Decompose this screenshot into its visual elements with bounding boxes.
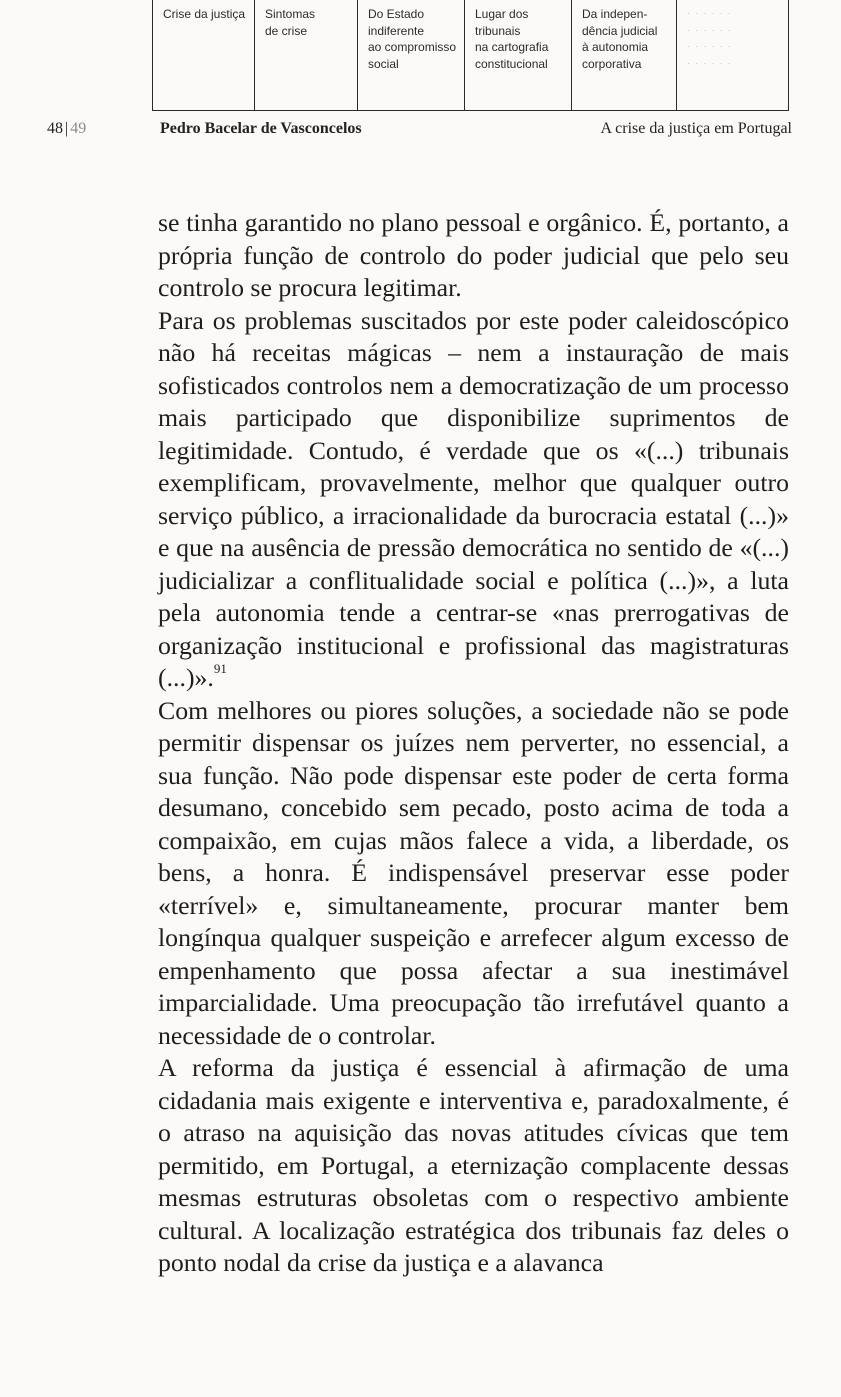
paragraph-3: Com melhores ou piores soluções, a sociedade não se pode permitir dispensar os juízes nem perverter, no essencial, a sua função. Não pode dispensar este poder de certa forma desumano, concebido sem pecado, posto acima de toda a compaixão, em cujas mãos falece a vida, a liberdade, os bens, a honra. É indispensável preservar esse poder «terrível» e, simultaneamente, procurar manter bem longínqua qualquer suspeição e arrefecer algum excesso de empenhamento que possa afectar a sua inestimável imparcialidade. Uma preocupação tão irrefutável quanto a necessidade de o controlar. [158, 695, 789, 1050]
nav-cell-do-estado-indiferente: Do Estado indiferente ao compromisso social [358, 0, 465, 110]
nav-cell-faded: · · · · · · · · · · · · · · · · · · · · · · · · [687, 8, 732, 69]
author-name: Pedro Bacelar de Vasconcelos [160, 120, 362, 137]
running-head [0, 120, 841, 144]
paragraph-2 [158, 305, 789, 695]
footnote-marker[interactable]: 91 [213, 661, 227, 676]
book-title: A crise da justiça em Portugal [600, 120, 792, 137]
page-numbers [47, 120, 86, 138]
paragraph-4: A reforma da justiça é essencial à afirmação de uma cidadania mais exigente e interventiva e, paradoxalmente, é o atraso na aquisição das novas atitudes cívicas que tem permitido, em Portugal, a eternização complacente dessas mesmas estruturas obsoletas com o respectivo ambiente cultural. A localização estratégica dos tribunais faz deles o ponto nodal da crise da justiça e a alavanca [158, 1053, 789, 1277]
paragraph-1: se tinha garantido no plano pessoal e orgânico. É, portanto, a própria função de controlo do poder judicial que pelo seu controlo se procura legitimar. [158, 208, 789, 302]
paragraph-2-text: Para os problemas suscitados por este poder caleidoscópico não há receitas mágicas – nem a instauração de mais sofisticados controlos nem a democratização de um processo mais participado que disponibilize suprimentos de legitimidade. Contudo, é verdade que os «(...) tribunais exemplificam, provavelmente, melhor que qualquer outro serviço público, a irracionalidade da burocracia estatal (...)» e que na ausência de pressão democrática no sentido de «(...) judicializar a conflitualidade social e política (...)», a luta pela autonomia tende a centrar-se «nas prerrogativas de organização institucional e profissional das magistraturas (...)». [158, 305, 789, 692]
nav-cell-da-independencia-judicial: Da indepen- dência judicial à autonomia corporativa [572, 0, 677, 110]
nav-cell-crise-da-justica: Crise da justiça [153, 0, 255, 110]
page-number-separator: | [65, 120, 69, 137]
page-number-right: 49 [70, 120, 87, 137]
chapter-navigation-table [152, 0, 789, 111]
page-number-left: 48 [47, 120, 63, 137]
nav-cell-lugar-dos-tribunais: Lugar dos tribunais na cartografia constitucional [465, 0, 572, 110]
nav-cell-sintomas-de-crise: Sintomas de crise [255, 0, 358, 110]
body-text [158, 207, 789, 1280]
